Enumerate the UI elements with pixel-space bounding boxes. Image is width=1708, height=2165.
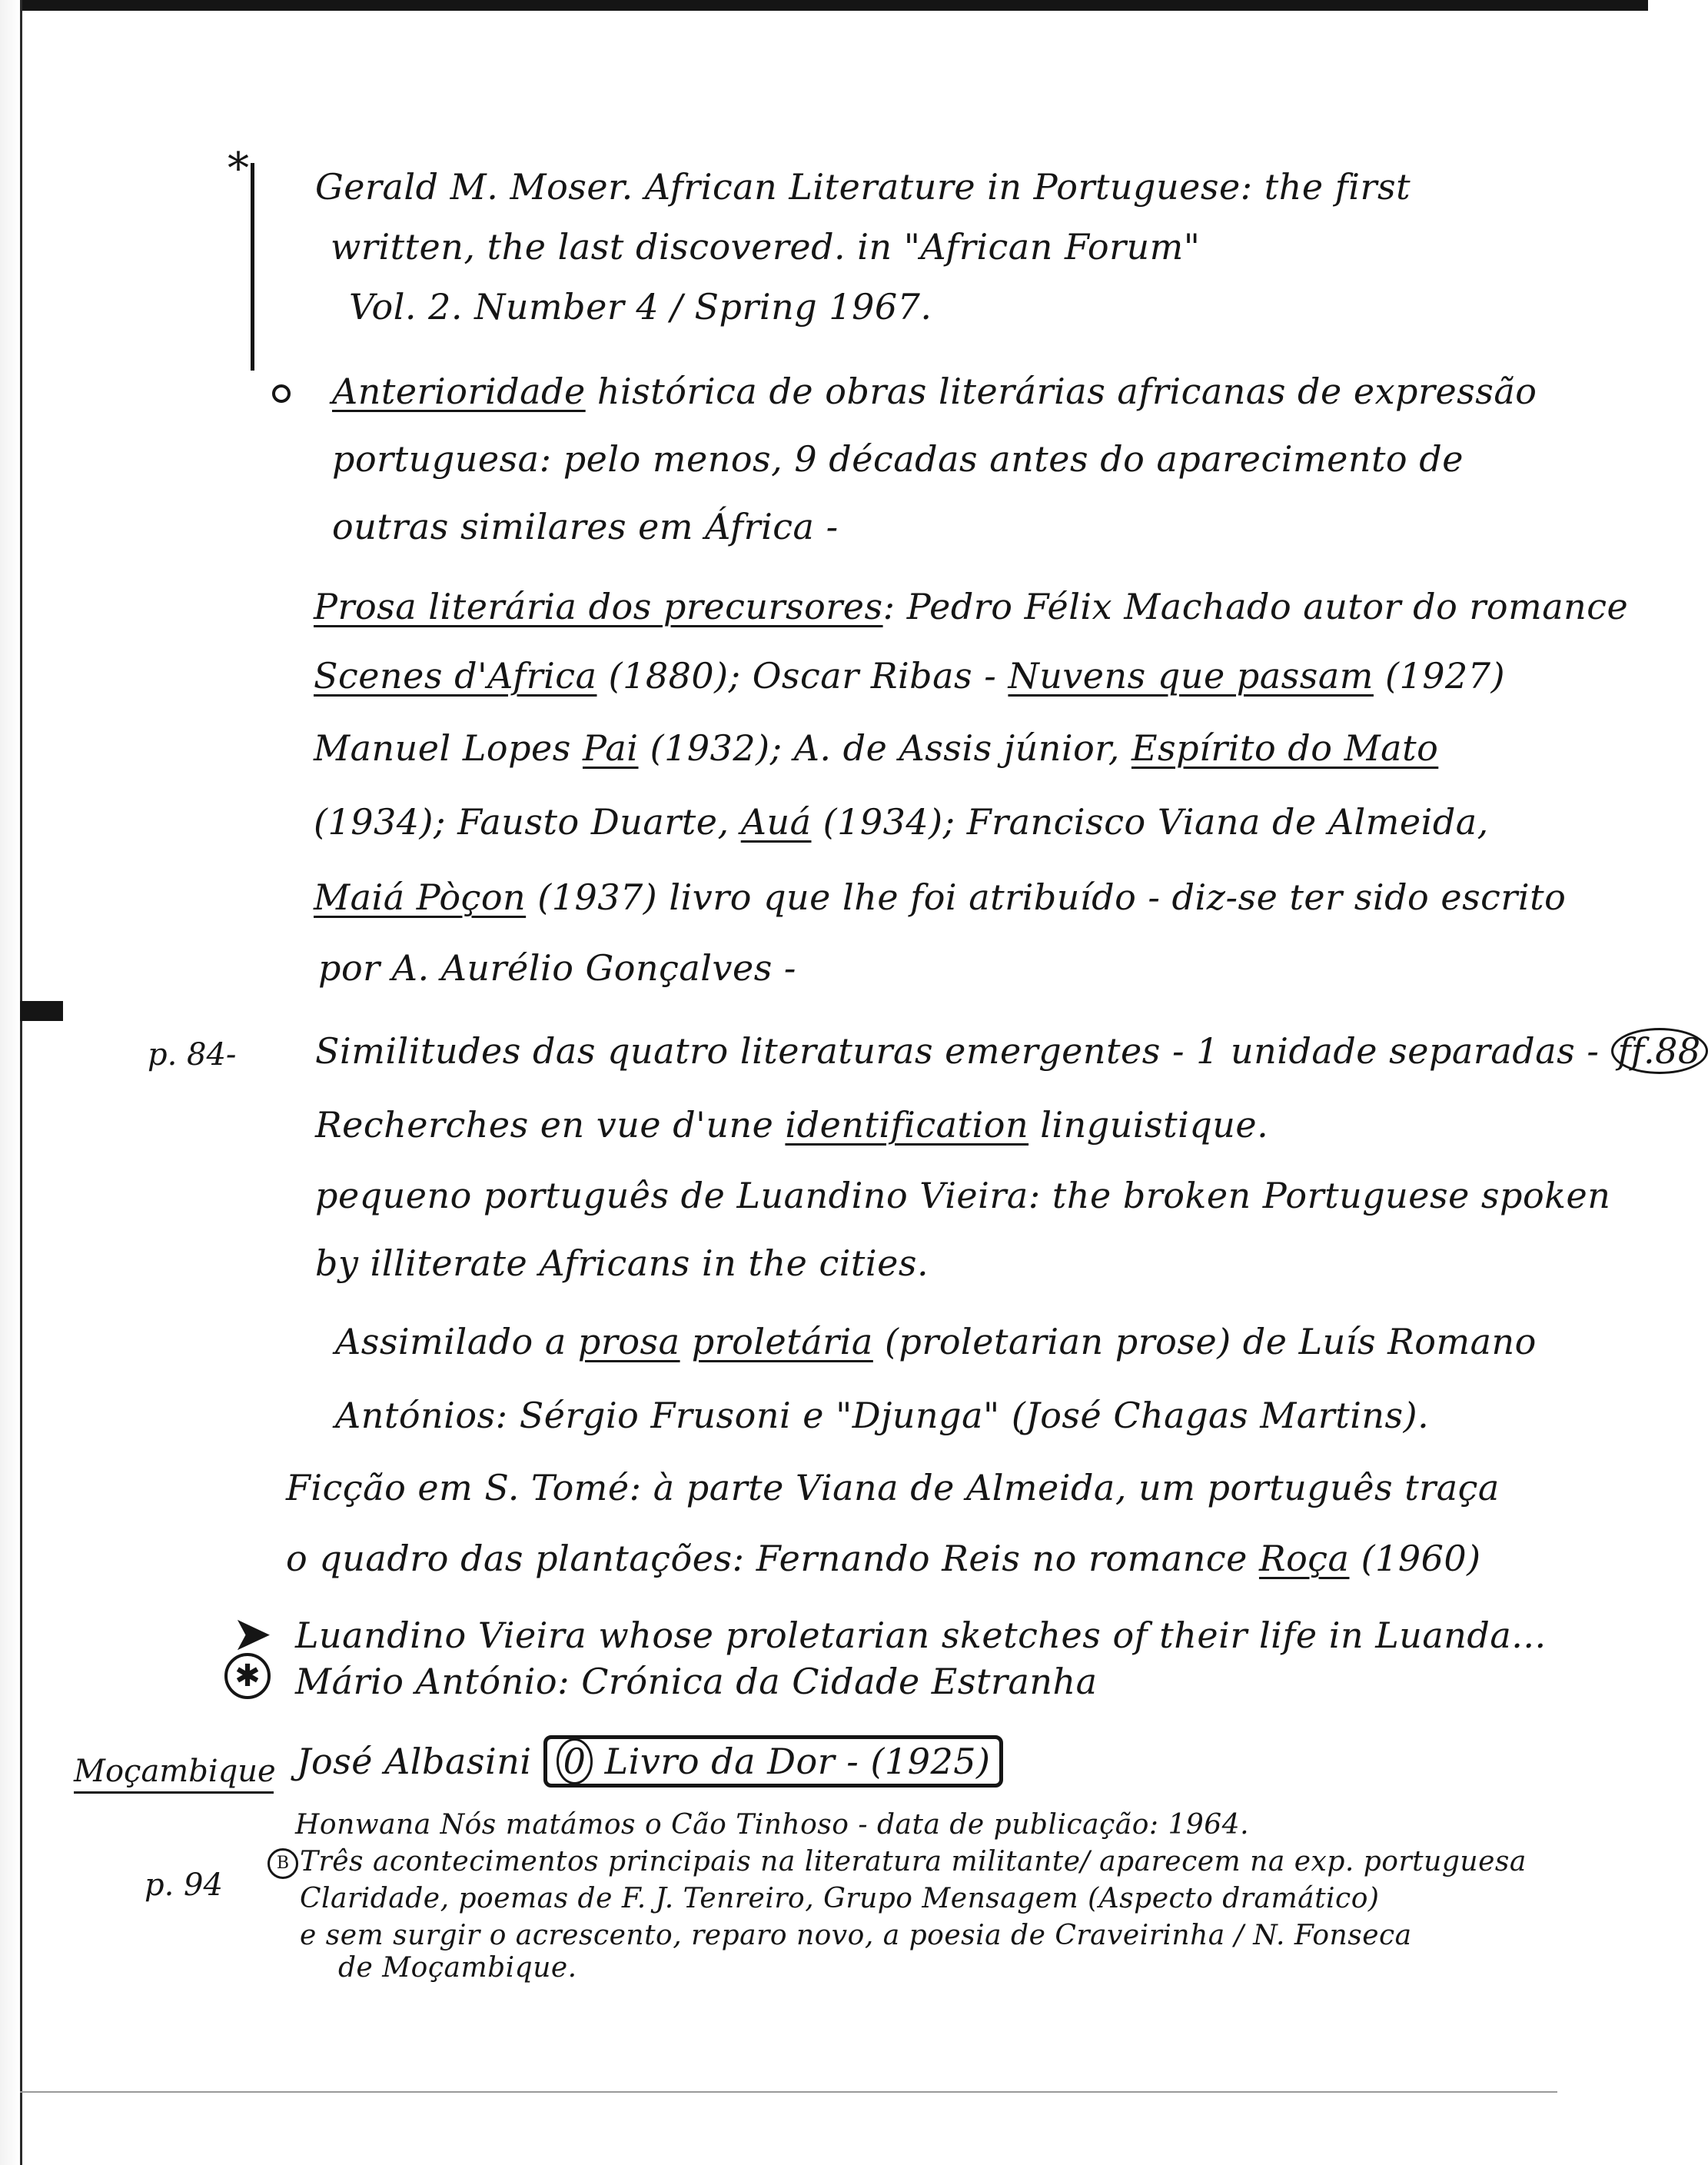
binding-notch: [20, 1001, 63, 1021]
line-9-mid: (1932); A. de Assis júnior,: [638, 727, 1131, 769]
margin-underline: [74, 1791, 274, 1794]
line-22: Mário António: Crónica da Cidade Estranha: [295, 1661, 1098, 1702]
line-26: Claridade, poemas de F. J. Tenreiro, Grupo Mensagem (Aspecto dramático): [300, 1883, 1380, 1914]
line-3: Vol. 2. Number 4 / Spring 1967.: [349, 286, 932, 328]
arrow-mark: ➤: [232, 1605, 272, 1661]
title-roca: Roça: [1258, 1538, 1350, 1579]
line-23-start: José Albasini: [297, 1741, 543, 1782]
margin-page-ref-94: p. 94: [145, 1867, 223, 1903]
title-nuvens-que-passam: Nuvens que passam: [1008, 655, 1374, 697]
margin-mocambique: Moçambique: [74, 1754, 276, 1789]
line-17: [335, 1321, 1537, 1362]
line-17-end: (proletarian prose) de Luís Romano: [872, 1321, 1537, 1362]
line-23: [297, 1741, 1003, 1782]
title-maia-pocon: Maiá Pòçon: [314, 876, 527, 918]
line-9: [314, 727, 1439, 769]
line-8: [314, 655, 1506, 697]
underlined-prosa: prosa: [577, 1321, 680, 1362]
page-bottom-rule: [20, 2091, 1557, 2093]
line-25: Três acontecimentos principais na literatura militante/ aparecem na exp. portuguesa: [300, 1846, 1527, 1877]
line-9-start: Manuel Lopes: [314, 727, 583, 769]
line-20-start: o quadro das plantações: Fernando Reis no romance: [286, 1538, 1259, 1579]
underlined-identification: identification: [785, 1104, 1029, 1146]
line-14-start: Recherches en vue d'une: [315, 1104, 786, 1146]
line-17-start: Assimilado a: [335, 1321, 578, 1362]
circled-asterisk-mark: ✱: [224, 1653, 271, 1699]
circled-zero-mark: 0: [557, 1738, 593, 1784]
bullet-mark: [272, 384, 291, 403]
line-4: [332, 371, 1537, 412]
title-espirito-do-mato: Espírito do Mato: [1131, 727, 1439, 769]
line-28: de Moçambique.: [338, 1952, 577, 1984]
line-13-start: Similitudes das quatro literaturas emergentes - 1 unidade separadas -: [315, 1030, 1611, 1072]
line-24: Honwana Nós matámos o Cão Tinhoso - data de publicação: 1964.: [295, 1809, 1250, 1841]
line-27: e sem surgir o acrescento, reparo novo, a poesia de Craveirinha / N. Fonseca: [300, 1920, 1412, 1951]
circled-b-mark: B: [267, 1848, 298, 1879]
title-scenes-dafrica: Scenes d'Africa: [314, 655, 597, 697]
line-11-rest: (1937) livro que lhe foi atribuído - diz-se ter sido escrito: [526, 876, 1567, 918]
line-2: written, the last discovered. in "African Forum": [331, 226, 1201, 268]
line-15: pequeno português de Luandino Vieira: the broken Portuguese spoken: [315, 1175, 1611, 1216]
title-aua: Auá: [740, 801, 812, 843]
line-8-end: (1927): [1373, 655, 1506, 697]
margin-bracket: [251, 163, 254, 371]
underlined-prosa-literaria: Prosa literária dos precursores: [314, 586, 883, 627]
line-13: [315, 1030, 1708, 1072]
asterisk-mark: *: [228, 144, 249, 194]
line-19: Ficção em S. Tomé: à parte Viana de Almeida, um português traça: [286, 1467, 1500, 1508]
line-21: Luandino Vieira whose proletarian sketches of their life in Luanda...: [295, 1615, 1547, 1656]
line-14: [315, 1104, 1269, 1146]
line-10-start: (1934); Fausto Duarte,: [314, 801, 741, 843]
line-20-end: (1960): [1349, 1538, 1481, 1579]
line-10-end: (1934); Francisco Viana de Almeida,: [811, 801, 1489, 843]
page-top-edge: [0, 0, 1648, 11]
line-7: [314, 586, 1629, 627]
line-20: [286, 1538, 1481, 1579]
circled-ff88: ff.88: [1611, 1028, 1708, 1074]
line-14-end: linguistique.: [1028, 1104, 1269, 1146]
line-17-gap: [680, 1321, 692, 1362]
line-11: [314, 876, 1567, 918]
line-5: portuguesa: pelo menos, 9 décadas antes do aparecimento de: [332, 438, 1464, 480]
boxed-livro-da-dor: [543, 1735, 1004, 1788]
line-4-rest: histórica de obras literárias africanas de expressão: [585, 371, 1537, 412]
line-18: Antónios: Sérgio Frusoni e "Djunga" (José Chagas Martins).: [335, 1395, 1430, 1436]
line-16: by illiterate Africans in the cities.: [315, 1242, 929, 1284]
line-8-mid: (1880); Oscar Ribas -: [596, 655, 1009, 697]
title-pai: Pai: [582, 727, 639, 769]
line-12: por A. Aurélio Gonçalves -: [318, 947, 796, 989]
boxed-title-text: Livro da Dor - (1925): [604, 1741, 991, 1782]
margin-page-ref-84: p. 84-: [148, 1037, 237, 1073]
line-7-rest: : Pedro Félix Machado autor do romance: [882, 586, 1629, 627]
underlined-anterioridade: Anterioridade: [332, 371, 586, 412]
underlined-proletaria: proletária: [691, 1321, 873, 1362]
line-1: Gerald M. Moser. African Literature in Portuguese: the first: [315, 166, 1411, 208]
page-left-edge: [0, 0, 22, 2165]
line-6: outras similares em África -: [332, 506, 839, 547]
line-10: [314, 801, 1489, 843]
